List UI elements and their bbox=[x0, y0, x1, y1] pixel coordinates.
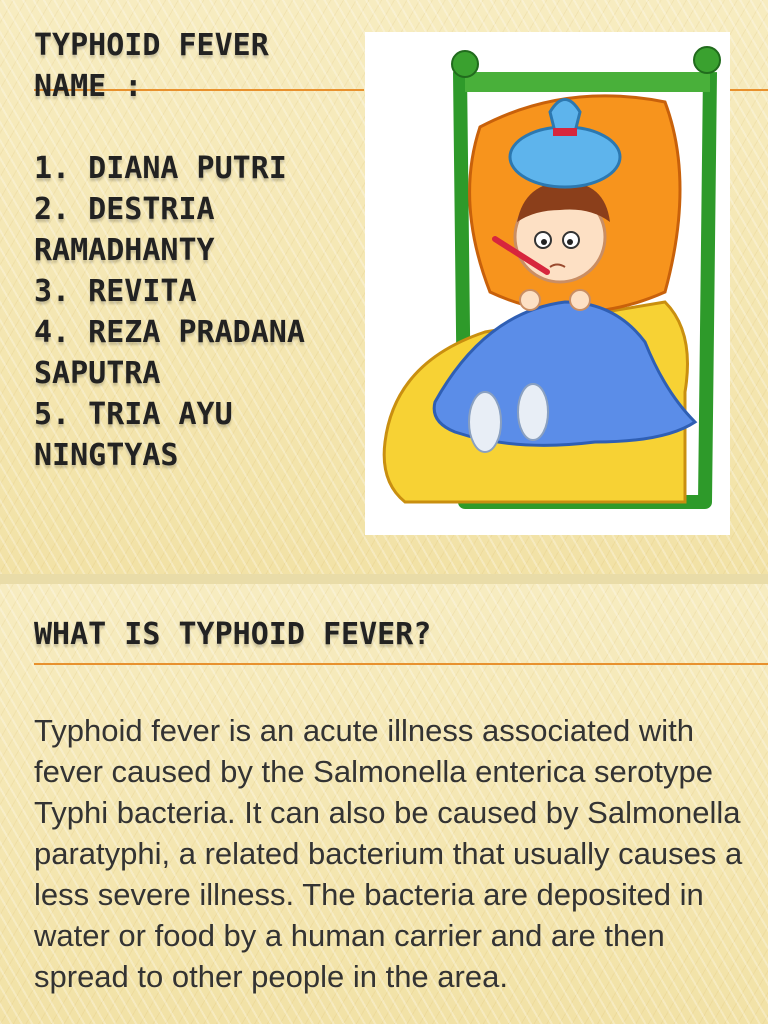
title-rule-right bbox=[730, 89, 768, 91]
title-rule bbox=[34, 663, 768, 665]
slide-2 bbox=[0, 584, 768, 1024]
slide-title: TYPHOID FEVER NAME : 1. DIANA PUTRI 2. DESTRIA RAMADHANTY 3. REVITA 4. REZA PRADANA SAPUTRA 5. TRIA AYU NINGTYAS bbox=[34, 28, 305, 473]
slide-separator bbox=[0, 574, 768, 584]
sick-boy-drawing bbox=[365, 32, 730, 535]
slide-body-text: Typhoid fever is an acute illness associated with fever caused by the Salmonella enterica serotype Typhi bacteria. It can also be caused by Salmonella paratyphi, a related bacterium that usually causes a less severe illness. The bacteria are deposited in water or food by a human carrier and are then spread to other people in the area. bbox=[34, 713, 743, 994]
slide-title: WHAT IS TYPHOID FEVER? bbox=[34, 617, 432, 652]
sick-boy-illustration bbox=[365, 32, 730, 535]
